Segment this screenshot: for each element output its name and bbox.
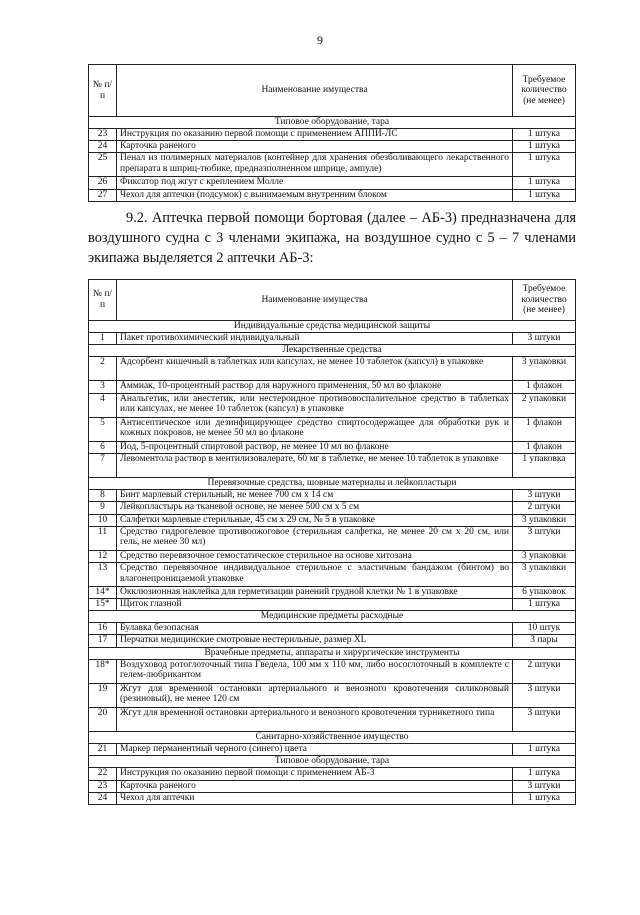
- table-row: [89, 744, 576, 756]
- row-qty: 1 штука: [513, 768, 576, 780]
- row-qty: 1 флакон: [513, 417, 576, 441]
- table-row: [89, 393, 576, 417]
- row-num: 19: [89, 683, 117, 707]
- table-row: [89, 780, 576, 792]
- row-qty: 3 упаковки: [513, 514, 576, 526]
- row-name: Булавка безопасная: [117, 623, 513, 635]
- section-row: [89, 478, 576, 490]
- section-title: Медицинские предметы расходные: [89, 611, 576, 623]
- row-num: 14*: [89, 587, 117, 599]
- row-name: Щиток глазной: [117, 599, 513, 611]
- row-qty: 3 штуки: [513, 490, 576, 502]
- row-qty: 1 штука: [513, 599, 576, 611]
- row-num: 5: [89, 417, 117, 441]
- section-title: Типовое оборудование, тара: [89, 756, 576, 768]
- table-row: [89, 526, 576, 550]
- row-num: 22: [89, 768, 117, 780]
- row-num: 17: [89, 635, 117, 647]
- table-row: [89, 587, 576, 599]
- row-qty: 1 штука: [513, 744, 576, 756]
- row-qty: 2 упаковки: [513, 393, 576, 417]
- row-name: Средство перевязочное индивидуальное стерильное с эластичным бандажом (бинтом) во влагонепроницаемой упаковке: [117, 562, 513, 586]
- row-num: 4: [89, 393, 117, 417]
- equipment-table-2: [88, 279, 576, 805]
- row-num: 24: [89, 141, 117, 153]
- header-name: Наименование имущества: [117, 65, 513, 117]
- row-name: Бинт марлевый стерильный, не менее 700 см x 14 см: [117, 490, 513, 502]
- table-row: [89, 417, 576, 441]
- row-qty: 3 штуки: [513, 780, 576, 792]
- table-row: [89, 441, 576, 453]
- row-num: 12: [89, 550, 117, 562]
- table-row: [89, 550, 576, 562]
- row-num: 24: [89, 792, 117, 804]
- row-num: 15*: [89, 599, 117, 611]
- section-title: Перевязочные средства, шовные материалы и лейкопластыри: [89, 478, 576, 490]
- row-num: 26: [89, 177, 117, 189]
- header-qty: Требуемое количество (не менее): [513, 280, 576, 321]
- section-row: [89, 117, 576, 129]
- row-num: 10: [89, 514, 117, 526]
- section-title: Индивидуальные средства медицинской защиты: [89, 321, 576, 333]
- row-qty: 1 штука: [513, 792, 576, 804]
- row-name: Лейкопластырь на тканевой основе, не менее 500 см x 5 см: [117, 502, 513, 514]
- row-name: Фиксатор под жгут с креплением Молле: [117, 177, 513, 189]
- table-row: [89, 623, 576, 635]
- row-qty: 6 упаковок: [513, 587, 576, 599]
- row-qty: 1 штука: [513, 177, 576, 189]
- table-row: [89, 153, 576, 177]
- row-num: 18*: [89, 659, 117, 683]
- row-qty: 10 штук: [513, 623, 576, 635]
- header-name: Наименование имущества: [117, 280, 513, 321]
- section-row: [89, 611, 576, 623]
- row-qty: 3 штуки: [513, 333, 576, 345]
- row-name: Антисептическое или дезинфицирующее средство спиртосодержащее для обработки рук и кожных покровов, не менее 50 мл во флаконе: [117, 417, 513, 441]
- row-num: 11: [89, 526, 117, 550]
- section-row: [89, 756, 576, 768]
- row-name: Левоментола раствор в ментилизовалерате, 60 мг в таблетке, не менее 10 таблеток в упаковке: [117, 454, 513, 478]
- section-title: Типовое оборудование, тара: [89, 117, 576, 129]
- row-num: 7: [89, 454, 117, 478]
- row-qty: 1 флакон: [513, 381, 576, 393]
- equipment-table-1: [88, 64, 576, 202]
- section-row: [89, 647, 576, 659]
- row-name: Средство перевязочное гемостатическое стерильное на основе хитозана: [117, 550, 513, 562]
- row-name: Чехол для аптечки (подсумок) с вынимаемым внутренним блоком: [117, 189, 513, 201]
- row-name: Адсорбент кишечный в таблетках или капсулах, не менее 10 таблеток (капсул) в упаковке: [117, 357, 513, 381]
- row-name: Пакет противохимический индивидуальный: [117, 333, 513, 345]
- table-row: [89, 357, 576, 381]
- row-qty: 1 флакон: [513, 441, 576, 453]
- row-name: Перчатки медицинские смотровые нестерильные, размер XL: [117, 635, 513, 647]
- row-qty: 1 упаковка: [513, 454, 576, 478]
- table-row: [89, 599, 576, 611]
- row-name: Жгут для временной остановки артериального и венозного кровотечения турникетного типа: [117, 708, 513, 732]
- row-name: Аммиак, 10-процентный раствор для наружного применения, 50 мл во флаконе: [117, 381, 513, 393]
- row-num: 6: [89, 441, 117, 453]
- table-row: [89, 635, 576, 647]
- row-num: 2: [89, 357, 117, 381]
- table-row: [89, 683, 576, 707]
- row-qty: 1 штука: [513, 189, 576, 201]
- table-row: [89, 502, 576, 514]
- row-name: Пенал из полимерных материалов (контейнер для хранения обезболивающего лекарственного препарата в шприц-тюбике, предназполненном шприце, ампуле): [117, 153, 513, 177]
- table-row: [89, 659, 576, 683]
- table-row: [89, 381, 576, 393]
- section-row: [89, 732, 576, 744]
- table-row: [89, 129, 576, 141]
- header-num: № п/п: [89, 280, 117, 321]
- table-row: [89, 562, 576, 586]
- table-row: [89, 189, 576, 201]
- row-name: Инструкция по оказанию первой помощи с применением АППИ-ЛС: [117, 129, 513, 141]
- table-row: [89, 768, 576, 780]
- row-qty: 3 штуки: [513, 683, 576, 707]
- section-title: Санитарно-хозяйственное имущество: [89, 732, 576, 744]
- header-qty: Требуемое количество (не менее): [513, 65, 576, 117]
- row-num: 8: [89, 490, 117, 502]
- section-title: Лекарственные средства: [89, 345, 576, 357]
- row-qty: 3 упаковки: [513, 550, 576, 562]
- table-row: [89, 708, 576, 732]
- table-row: [89, 333, 576, 345]
- row-name: Чехол для аптечки: [117, 792, 513, 804]
- row-name: Средство гидрогелевое противоожоговое (стерильная салфетка, не менее 20 см x 20 см, или гель, не менее 30 мл): [117, 526, 513, 550]
- row-qty: 1 штука: [513, 129, 576, 141]
- row-name: Салфетки марлевые стерильные, 45 см x 29 см, № 5 в упаковке: [117, 514, 513, 526]
- row-qty: 3 штуки: [513, 526, 576, 550]
- row-name: Карточка раненого: [117, 141, 513, 153]
- table-row: [89, 792, 576, 804]
- row-name: Воздуховод ротоглоточный типа Гведела, 100 мм x 110 мм, либо носоглоточный в комплекте с гелем-любрикантом: [117, 659, 513, 683]
- row-qty: 2 штуки: [513, 502, 576, 514]
- paragraph-text: 9.2. Аптечка первой помощи бортовая (далее – АБ-3) предназначена для воздушного судна с 3 членами экипажа, на воздушное судно с 5 – 7 членами экипажа выделяется 2 аптечки АБ-3:: [88, 210, 576, 266]
- row-num: 13: [89, 562, 117, 586]
- row-num: 21: [89, 744, 117, 756]
- row-name: Жгут для временной остановки артериального и венозного кровотечения силиконовый (резиновый), не менее 120 см: [117, 683, 513, 707]
- row-name: Окклюзионная наклейка для герметизации ранений грудной клетки № 1 в упаковке: [117, 587, 513, 599]
- row-num: 25: [89, 153, 117, 177]
- row-num: 23: [89, 129, 117, 141]
- row-num: 20: [89, 708, 117, 732]
- row-num: 3: [89, 381, 117, 393]
- row-qty: 1 штука: [513, 153, 576, 177]
- section-title: Врачебные предметы, аппараты и хирургические инструменты: [89, 647, 576, 659]
- row-qty: 1 штука: [513, 141, 576, 153]
- table-header-row: [89, 280, 576, 321]
- row-num: 27: [89, 189, 117, 201]
- table-row: [89, 514, 576, 526]
- row-num: 23: [89, 780, 117, 792]
- page-number: 9: [317, 33, 323, 47]
- row-num: 9: [89, 502, 117, 514]
- table-header-row: [89, 65, 576, 117]
- table-row: [89, 490, 576, 502]
- table-row: [89, 177, 576, 189]
- row-name: Анальгетик, или анестетик, или нестероидное противовоспалительное средство в таблетках или капсулах, не менее 10 таблеток (капсул) в упаковке: [117, 393, 513, 417]
- section-row: [89, 321, 576, 333]
- row-name: Йод, 5-процентный спиртовой раствор, не менее 10 мл во флаконе: [117, 441, 513, 453]
- row-name: Карточка раненого: [117, 780, 513, 792]
- row-num: 16: [89, 623, 117, 635]
- row-qty: 2 штуки: [513, 659, 576, 683]
- table-row: [89, 454, 576, 478]
- row-name: Маркер перманентный черного (синего) цвета: [117, 744, 513, 756]
- header-num: № п/п: [89, 65, 117, 117]
- row-qty: 3 упаковки: [513, 562, 576, 586]
- table-row: [89, 141, 576, 153]
- section-row: [89, 345, 576, 357]
- row-qty: 3 пары: [513, 635, 576, 647]
- section-paragraph: [88, 208, 576, 268]
- row-name: Инструкция по оказанию первой помощи с применением АБ-3: [117, 768, 513, 780]
- row-num: 1: [89, 333, 117, 345]
- row-qty: 3 упаковки: [513, 357, 576, 381]
- row-qty: 3 штуки: [513, 708, 576, 732]
